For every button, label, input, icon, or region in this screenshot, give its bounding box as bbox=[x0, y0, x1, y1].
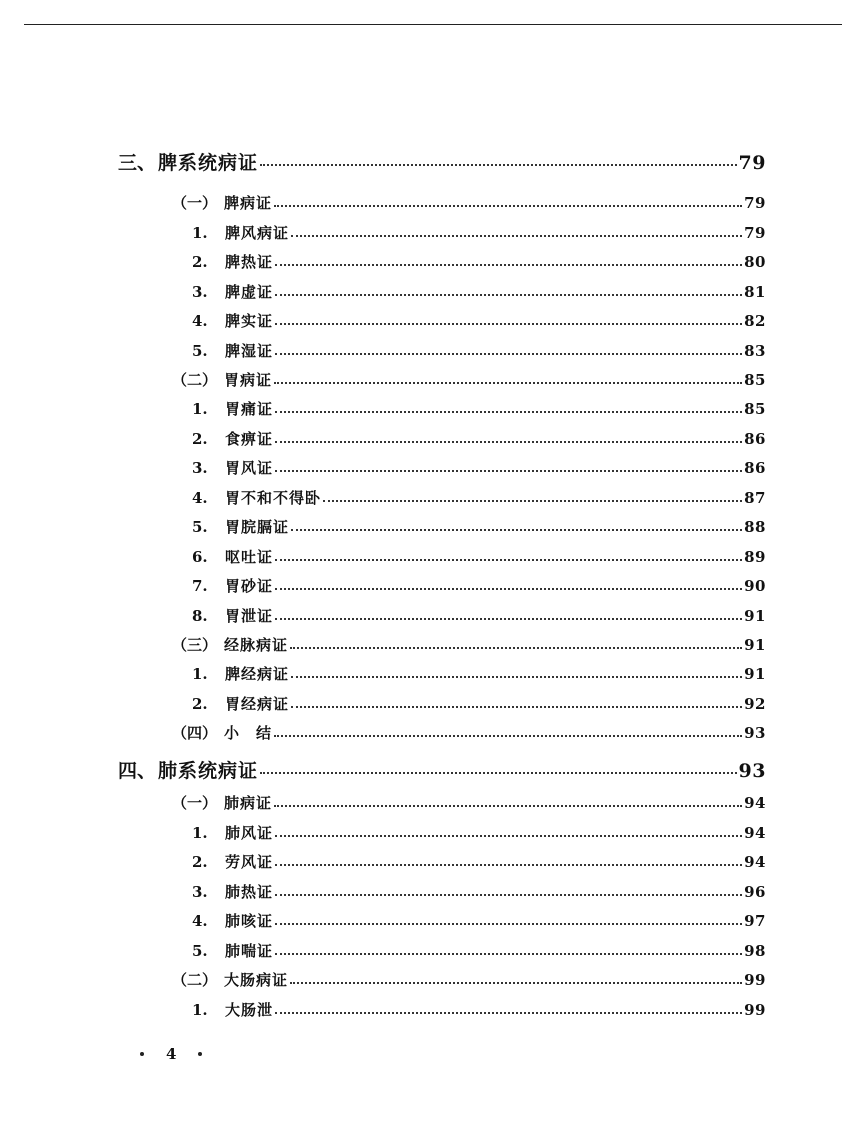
toc-entry-number: （二） bbox=[172, 371, 218, 389]
toc-entry-number: 8. bbox=[192, 607, 208, 625]
toc-entry-number: 三、 bbox=[118, 152, 157, 174]
toc-entry-title: 胃砂证 bbox=[225, 577, 274, 595]
toc-entry-number: 3. bbox=[192, 883, 208, 901]
toc-entry-page: 99 bbox=[744, 1001, 766, 1019]
toc-entry-title: 肺热证 bbox=[225, 883, 274, 901]
toc-dot-leader bbox=[275, 618, 742, 620]
toc-entry-title: 肺咳证 bbox=[225, 912, 274, 930]
toc-entry-page: 85 bbox=[744, 371, 766, 389]
toc-entry-number: 4. bbox=[192, 912, 208, 930]
toc-entry-title: 胃经病证 bbox=[225, 695, 290, 713]
toc-dot-leader bbox=[274, 382, 742, 384]
toc-entry-page: 80 bbox=[744, 253, 766, 271]
toc-entry-number: 7. bbox=[192, 577, 208, 595]
toc-entry bbox=[192, 881, 766, 902]
toc-entry bbox=[172, 792, 766, 813]
page-footer bbox=[140, 1045, 202, 1063]
toc-entry bbox=[192, 222, 766, 243]
toc-entry bbox=[118, 148, 766, 175]
toc-entry-title: 脾系统病证 bbox=[158, 152, 259, 174]
toc-dot-leader bbox=[260, 164, 737, 166]
toc-entry-page: 90 bbox=[744, 577, 766, 595]
toc-dot-leader bbox=[275, 559, 742, 561]
toc-entry-title: 胃泄证 bbox=[225, 607, 274, 625]
toc-entry-page: 79 bbox=[738, 152, 766, 174]
toc-entry-number: （三） bbox=[172, 636, 218, 654]
toc-entry-number: 1. bbox=[192, 400, 208, 418]
toc-entry bbox=[192, 851, 766, 872]
toc-dot-leader bbox=[274, 205, 742, 207]
toc-dot-leader bbox=[275, 441, 742, 443]
toc-dot-leader bbox=[290, 647, 742, 649]
toc-entry bbox=[192, 999, 766, 1020]
toc-entry-number: 1. bbox=[192, 824, 208, 842]
page-number: 4 bbox=[166, 1045, 177, 1063]
toc-dot-leader bbox=[275, 1012, 742, 1014]
toc-dot-leader bbox=[275, 835, 742, 837]
toc-entry-number: 6. bbox=[192, 548, 208, 566]
toc-entry-title: 胃病证 bbox=[224, 371, 273, 389]
toc-entry bbox=[192, 428, 766, 449]
toc-dot-leader bbox=[275, 323, 742, 325]
toc-entry-title: 食痹证 bbox=[225, 430, 274, 448]
footer-dot-left bbox=[140, 1052, 144, 1056]
toc-dot-leader bbox=[275, 294, 742, 296]
toc-entry-page: 91 bbox=[744, 636, 766, 654]
toc-entry-page: 98 bbox=[744, 942, 766, 960]
toc-entry-title: 脾实证 bbox=[225, 312, 274, 330]
toc-entry bbox=[192, 340, 766, 361]
toc-dot-leader bbox=[274, 805, 742, 807]
toc-entry-title: 肺系统病证 bbox=[158, 760, 259, 782]
toc-entry-number: 2. bbox=[192, 695, 208, 713]
toc-entry-number: 5. bbox=[192, 518, 208, 536]
toc-entry-title: 脾病证 bbox=[224, 194, 273, 212]
toc-entry-title: 脾风病证 bbox=[225, 224, 290, 242]
toc-dot-leader bbox=[275, 353, 742, 355]
toc-entry-title: 胃脘膈证 bbox=[225, 518, 290, 536]
toc-entry bbox=[192, 281, 766, 302]
toc-entry-page: 79 bbox=[744, 224, 766, 242]
toc-entry-number: 5. bbox=[192, 342, 208, 360]
toc-entry-title: 大肠病证 bbox=[224, 971, 289, 989]
toc-entry-page: 86 bbox=[744, 430, 766, 448]
toc-entry bbox=[192, 663, 766, 684]
toc-dot-leader bbox=[275, 264, 742, 266]
toc-dot-leader bbox=[291, 706, 742, 708]
toc-dot-leader bbox=[275, 923, 742, 925]
toc-entry-number: 4. bbox=[192, 312, 208, 330]
toc-entry-page: 82 bbox=[744, 312, 766, 330]
toc-dot-leader bbox=[290, 982, 742, 984]
toc-entry-page: 87 bbox=[744, 489, 766, 507]
toc-entry-page: 93 bbox=[738, 760, 766, 782]
toc-dot-leader bbox=[260, 772, 737, 774]
toc-entry-title: 脾虚证 bbox=[225, 283, 274, 301]
toc-dot-leader bbox=[291, 529, 742, 531]
toc-entry-title: 劳风证 bbox=[225, 853, 274, 871]
toc-entry-title: 脾经病证 bbox=[225, 665, 290, 683]
toc-entry-number: 4. bbox=[192, 489, 208, 507]
toc-dot-leader bbox=[275, 470, 742, 472]
toc-entry-number: 3. bbox=[192, 459, 208, 477]
toc-entry bbox=[192, 693, 766, 714]
toc-entry-number: 1. bbox=[192, 665, 208, 683]
toc-entry-page: 91 bbox=[744, 665, 766, 683]
toc-entry bbox=[118, 756, 766, 783]
toc-entry-page: 97 bbox=[744, 912, 766, 930]
toc-entry-number: 1. bbox=[192, 224, 208, 242]
toc-entry-title: 小 结 bbox=[224, 724, 273, 742]
toc-entry-page: 89 bbox=[744, 548, 766, 566]
toc-entry bbox=[192, 940, 766, 961]
toc-entry-page: 85 bbox=[744, 400, 766, 418]
toc-entry bbox=[192, 605, 766, 626]
toc-entry-title: 呕吐证 bbox=[225, 548, 274, 566]
toc-entry-title: 胃不和不得卧 bbox=[225, 489, 322, 507]
toc-entry-number: （一） bbox=[172, 794, 218, 812]
toc-entry-title: 脾湿证 bbox=[225, 342, 274, 360]
toc-entry bbox=[192, 575, 766, 596]
toc-entry-page: 81 bbox=[744, 283, 766, 301]
toc-entry bbox=[172, 634, 766, 655]
toc-entry-number: 2. bbox=[192, 430, 208, 448]
toc-entry-number: （四） bbox=[172, 724, 218, 742]
toc-entry-title: 脾热证 bbox=[225, 253, 274, 271]
toc-dot-leader bbox=[274, 735, 742, 737]
toc-entry-number: 2. bbox=[192, 253, 208, 271]
toc-entry-number: 1. bbox=[192, 1001, 208, 1019]
toc-entry-page: 79 bbox=[744, 194, 766, 212]
toc-entry-number: （一） bbox=[172, 194, 218, 212]
toc-entry-page: 96 bbox=[744, 883, 766, 901]
footer-dot-right bbox=[198, 1052, 202, 1056]
toc-entry-page: 92 bbox=[744, 695, 766, 713]
toc-entry-title: 肺病证 bbox=[224, 794, 273, 812]
toc-entry bbox=[172, 192, 766, 213]
toc-entry-number: 3. bbox=[192, 283, 208, 301]
toc-entry bbox=[192, 487, 766, 508]
toc-entry-number: 四、 bbox=[118, 760, 157, 782]
toc-entry-page: 86 bbox=[744, 459, 766, 477]
toc-dot-leader bbox=[275, 894, 742, 896]
toc-entry-title: 大肠泄 bbox=[225, 1001, 274, 1019]
toc-entry bbox=[192, 398, 766, 419]
toc-entry-title: 胃风证 bbox=[225, 459, 274, 477]
toc-entry bbox=[172, 722, 766, 743]
toc-entry-page: 83 bbox=[744, 342, 766, 360]
toc-entry-page: 88 bbox=[744, 518, 766, 536]
toc-entry-number: （二） bbox=[172, 971, 218, 989]
toc-entry-title: 经脉病证 bbox=[224, 636, 289, 654]
toc-entry-page: 94 bbox=[744, 853, 766, 871]
toc-entry-title: 肺喘证 bbox=[225, 942, 274, 960]
toc-dot-leader bbox=[275, 864, 742, 866]
toc-entry bbox=[172, 369, 766, 390]
toc-entry-page: 93 bbox=[744, 724, 766, 742]
toc-dot-leader bbox=[291, 676, 742, 678]
toc-entry bbox=[172, 969, 766, 990]
toc-dot-leader bbox=[275, 588, 742, 590]
toc-entry-page: 91 bbox=[744, 607, 766, 625]
toc-entry-title: 肺风证 bbox=[225, 824, 274, 842]
toc-entry bbox=[192, 251, 766, 272]
toc-entry bbox=[192, 310, 766, 331]
toc-entry-number: 2. bbox=[192, 853, 208, 871]
toc-entry-number: 5. bbox=[192, 942, 208, 960]
toc-entry bbox=[192, 516, 766, 537]
toc-dot-leader bbox=[323, 500, 742, 502]
toc-dot-leader bbox=[275, 411, 742, 413]
toc-entry-page: 94 bbox=[744, 794, 766, 812]
toc-entry bbox=[192, 822, 766, 843]
toc-dot-leader bbox=[275, 953, 742, 955]
toc-dot-leader bbox=[291, 235, 742, 237]
toc-entry-page: 99 bbox=[744, 971, 766, 989]
toc-entry bbox=[192, 546, 766, 567]
toc-entry bbox=[192, 457, 766, 478]
toc-entry-page: 94 bbox=[744, 824, 766, 842]
toc-entry-title: 胃痛证 bbox=[225, 400, 274, 418]
toc-entry bbox=[192, 910, 766, 931]
